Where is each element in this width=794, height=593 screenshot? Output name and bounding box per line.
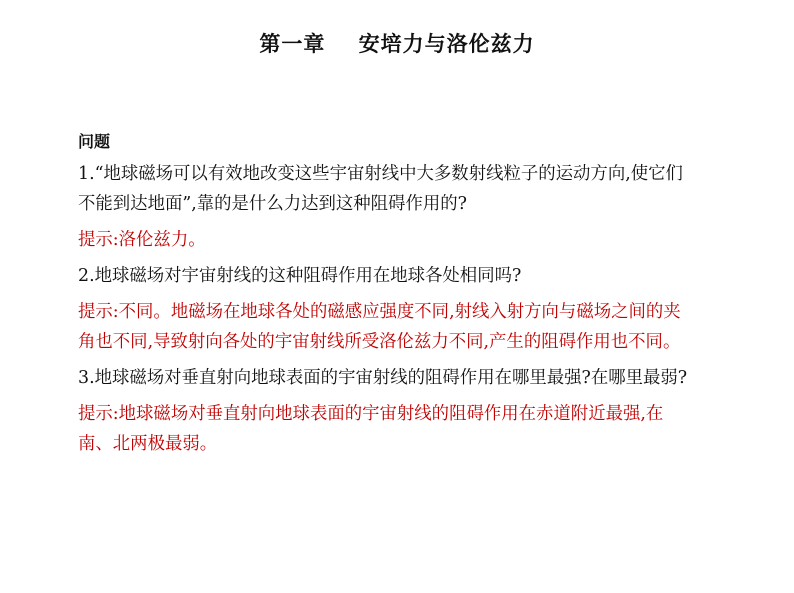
page-title: 第一章 安培力与洛伦兹力	[259, 32, 535, 56]
hint-3-line-1: 提示:地球磁场对垂直射向地球表面的宇宙射线的阻碍作用在赤道附近最强,在	[78, 404, 664, 424]
question-2	[78, 261, 774, 291]
question-3-line-1: 3.地球磁场对垂直射向地球表面的宇宙射线的阻碍作用在哪里最强?在哪里最弱?	[78, 368, 688, 388]
question-2-line-1: 2.地球磁场对宇宙射线的这种阻碍作用在地球各处相同吗?	[78, 266, 522, 286]
question-1-line-2: 不能到达地面”,靠的是什么力达到这种阻碍作用的?	[78, 194, 467, 214]
question-3	[78, 363, 774, 393]
content-area	[78, 127, 774, 465]
hint-1	[78, 225, 774, 255]
section-heading: 问题	[78, 132, 111, 151]
hint-3-line-2: 南、北两极最弱。	[78, 434, 218, 454]
hint-1-line-1: 提示:洛伦兹力。	[78, 230, 206, 250]
question-1	[78, 159, 774, 219]
hint-3	[78, 399, 774, 459]
hint-2	[78, 297, 774, 357]
hint-2-line-2: 角也不同,导致射向各处的宇宙射线所受洛伦兹力不同,产生的阻碍作用也不同。	[78, 332, 681, 352]
question-1-line-1: 1.“地球磁场可以有效地改变这些宇宙射线中大多数射线粒子的运动方向,使它们	[78, 164, 683, 184]
hint-2-line-1: 提示:不同。地磁场在地球各处的磁感应强度不同,射线入射方向与磁场之间的夹	[78, 302, 681, 322]
